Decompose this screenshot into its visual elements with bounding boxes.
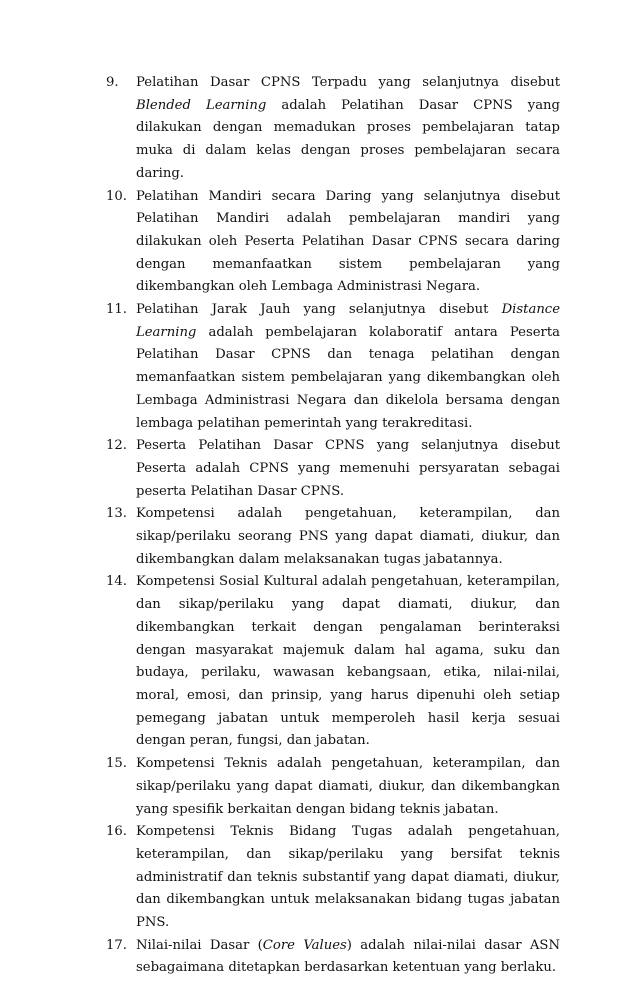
list-item-number: 15. (106, 756, 127, 772)
italic-term: Core Values (262, 937, 347, 953)
list-item-text (136, 435, 560, 503)
list-item-number: 11. (106, 302, 127, 318)
italic-term: Distance Learning (136, 302, 560, 340)
list-item-text (136, 503, 560, 571)
list-item-text (136, 753, 560, 821)
list-item-number: 10. (106, 188, 127, 204)
text-segment: Kompetensi Teknis adalah pengetahuan, keterampilan, dan sikap/perilaku yang dapat diamati, diukur, dan dikembangkan yang spesifik berkaitan dengan bidang teknis jabatan. (136, 756, 560, 817)
text-segment: Kompetensi Sosial Kultural adalah pengetahuan, keterampilan, dan sikap/perilaku yang dapat diamati, diukur, dan dikembangkan terkait dengan pengalaman berinteraksi dengan masyarakat majemuk dalam hal agama, suku dan budaya, perilaku, wawasan kebangsaan, etika, nilai-nilai, moral, emosi, dan prinsip, yang harus dipenuhi oleh setiap pemegang jabatan untuk memperoleh hasil kerja sesuai dengan peran, fungsi, dan jabatan. (136, 574, 560, 749)
text-segment: Nilai-nilai Dasar ( (136, 937, 263, 953)
text-segment: ) adalah nilai-nilai dasar ASN sebagaimana ditetapkan berdasarkan ketentuan yang berlaku. (136, 937, 560, 976)
list-item (106, 186, 560, 300)
text-segment: adalah pembelajaran kolaboratif antara Peserta Pelatihan Dasar CPNS dan tenaga pelatihan dengan memanfaatkan sistem pembelajaran yang dikembangkan oleh Lembaga Administrasi Negara dan dikelola bersama dengan lembaga pelatihan pemerintah yang terakreditasi. (136, 324, 560, 431)
list-item (106, 571, 560, 753)
list-item (106, 935, 560, 980)
list-item (106, 503, 560, 571)
list-item-text (136, 571, 560, 753)
list-item (106, 72, 560, 186)
text-segment: Pelatihan Dasar CPNS Terpadu yang selanjutnya disebut (136, 75, 560, 90)
list-item-number: 13. (106, 506, 127, 522)
list-item (106, 435, 560, 503)
italic-term: Blended Learning (136, 97, 267, 113)
list-item (106, 299, 560, 435)
definition-list (106, 72, 560, 980)
list-item-text (136, 935, 560, 980)
text-segment: Kompetensi adalah pengetahuan, keterampilan, dan sikap/perilaku seorang PNS yang dapat diamati, diukur, dan dikembangkan dalam melaksanakan tugas jabatannya. (136, 506, 560, 567)
list-item (106, 821, 560, 935)
text-segment: Kompetensi Teknis Bidang Tugas adalah pengetahuan, keterampilan, dan sikap/perilaku yang bersifat teknis administratif dan teknis substantif yang dapat diamati, diukur, dan dikembangkan untuk melaksanakan bidang tugas jabatan PNS. (136, 824, 560, 931)
text-segment: Peserta Pelatihan Dasar CPNS yang selanjutnya disebut Peserta adalah CPNS yang memenuhi persyaratan sebagai peserta Pelatihan Dasar CPNS. (136, 438, 560, 499)
list-item-text (136, 299, 560, 435)
list-item-number: 17. (106, 937, 127, 953)
list-item (106, 753, 560, 821)
list-item-text (136, 72, 560, 186)
list-item-number: 12. (106, 438, 127, 454)
list-item-number: 9. (106, 75, 119, 90)
text-segment: Pelatihan Jarak Jauh yang selanjutnya disebut (136, 302, 502, 318)
text-segment: adalah Pelatihan Dasar CPNS yang dilakukan dengan memadukan proses pembelajaran tatap muka di dalam kelas dengan proses pembelajaran secara daring. (136, 97, 560, 181)
text-segment: Pelatihan Mandiri secara Daring yang selanjutnya disebut Pelatihan Mandiri adalah pembelajaran mandiri yang dilakukan oleh Peserta Pelatihan Dasar CPNS secara daring dengan memanfaatkan sistem pembelajaran yang dikembangkan oleh Lembaga Administrasi Negara. (136, 188, 560, 295)
list-item-text (136, 186, 560, 300)
list-item-text (136, 821, 560, 935)
list-item-number: 16. (106, 824, 127, 840)
list-item-number: 14. (106, 574, 127, 590)
